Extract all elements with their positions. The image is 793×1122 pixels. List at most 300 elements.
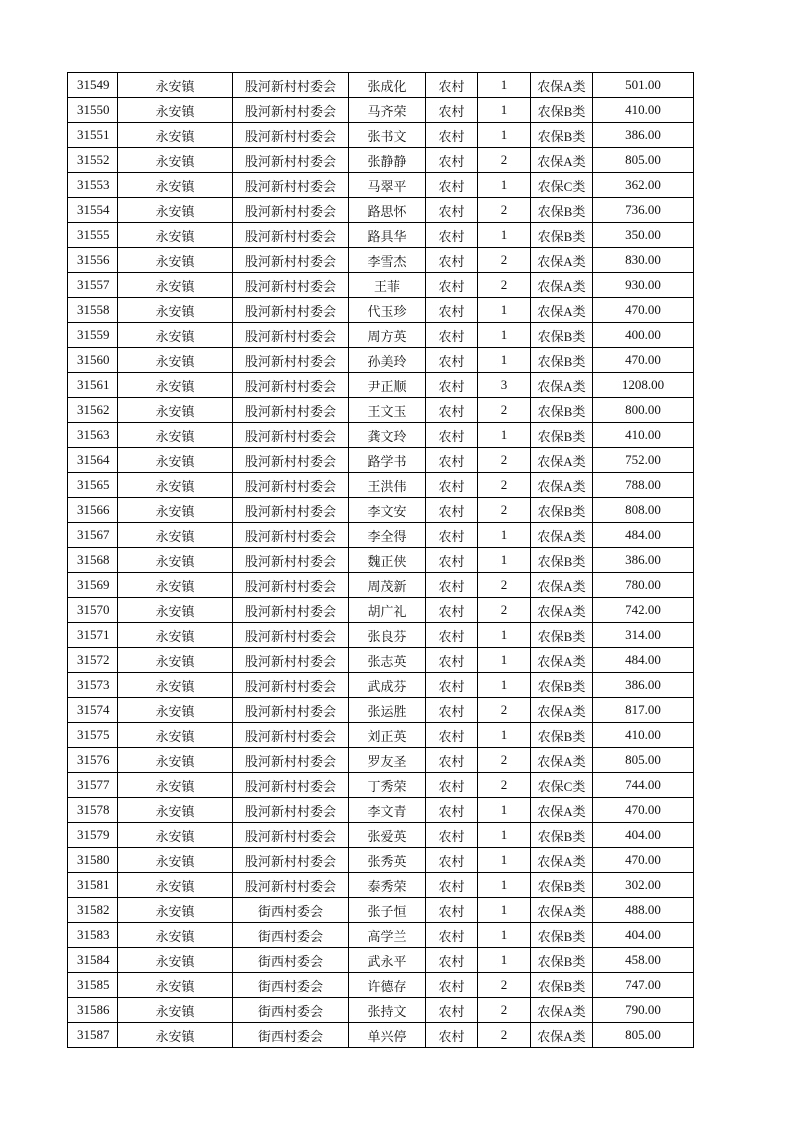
town-cell: 永安镇 xyxy=(118,723,233,748)
town-cell: 永安镇 xyxy=(118,548,233,573)
record-id-cell: 31579 xyxy=(68,823,118,848)
village-cell: 街西村委会 xyxy=(233,923,349,948)
table-row xyxy=(68,473,694,498)
village-cell: 股河新村村委会 xyxy=(233,773,349,798)
town-cell: 永安镇 xyxy=(118,923,233,948)
name-cell: 张子恒 xyxy=(349,898,426,923)
town-cell: 永安镇 xyxy=(118,998,233,1023)
record-id-cell: 31555 xyxy=(68,223,118,248)
household-size-cell: 1 xyxy=(478,423,531,448)
insurance-category-cell: 农保C类 xyxy=(531,773,593,798)
village-cell: 股河新村村委会 xyxy=(233,523,349,548)
table-row xyxy=(68,523,694,548)
household-type-cell: 农村 xyxy=(426,273,478,298)
record-id-cell: 31551 xyxy=(68,123,118,148)
name-cell: 路具华 xyxy=(349,223,426,248)
household-type-cell: 农村 xyxy=(426,1023,478,1048)
household-size-cell: 1 xyxy=(478,848,531,873)
table-row xyxy=(68,1023,694,1048)
record-id-cell: 31560 xyxy=(68,348,118,373)
amount-cell: 790.00 xyxy=(593,998,694,1023)
town-cell: 永安镇 xyxy=(118,423,233,448)
amount-cell: 484.00 xyxy=(593,648,694,673)
household-type-cell: 农村 xyxy=(426,698,478,723)
town-cell: 永安镇 xyxy=(118,973,233,998)
table-row xyxy=(68,948,694,973)
insurance-category-cell: 农保B类 xyxy=(531,623,593,648)
household-size-cell: 1 xyxy=(478,223,531,248)
town-cell: 永安镇 xyxy=(118,323,233,348)
insurance-category-cell: 农保A类 xyxy=(531,448,593,473)
household-type-cell: 农村 xyxy=(426,848,478,873)
table-row xyxy=(68,248,694,273)
table-row xyxy=(68,598,694,623)
household-size-cell: 2 xyxy=(478,198,531,223)
amount-cell: 808.00 xyxy=(593,498,694,523)
village-cell: 股河新村村委会 xyxy=(233,398,349,423)
household-size-cell: 2 xyxy=(478,973,531,998)
name-cell: 周茂新 xyxy=(349,573,426,598)
table-row xyxy=(68,573,694,598)
town-cell: 永安镇 xyxy=(118,198,233,223)
table-row xyxy=(68,498,694,523)
table-row xyxy=(68,148,694,173)
insurance-category-cell: 农保A类 xyxy=(531,998,593,1023)
amount-cell: 805.00 xyxy=(593,748,694,773)
record-id-cell: 31583 xyxy=(68,923,118,948)
record-id-cell: 31580 xyxy=(68,848,118,873)
record-id-cell: 31568 xyxy=(68,548,118,573)
name-cell: 龚文玲 xyxy=(349,423,426,448)
name-cell: 魏正侠 xyxy=(349,548,426,573)
village-cell: 股河新村村委会 xyxy=(233,73,349,98)
name-cell: 单兴停 xyxy=(349,1023,426,1048)
table-row xyxy=(68,823,694,848)
record-id-cell: 31550 xyxy=(68,98,118,123)
record-id-cell: 31571 xyxy=(68,623,118,648)
household-type-cell: 农村 xyxy=(426,948,478,973)
insurance-category-cell: 农保B类 xyxy=(531,673,593,698)
household-type-cell: 农村 xyxy=(426,123,478,148)
table-row xyxy=(68,698,694,723)
household-size-cell: 2 xyxy=(478,998,531,1023)
village-cell: 股河新村村委会 xyxy=(233,223,349,248)
household-size-cell: 2 xyxy=(478,1023,531,1048)
household-type-cell: 农村 xyxy=(426,423,478,448)
record-id-cell: 31584 xyxy=(68,948,118,973)
household-type-cell: 农村 xyxy=(426,923,478,948)
table-row xyxy=(68,748,694,773)
name-cell: 张秀英 xyxy=(349,848,426,873)
insurance-category-cell: 农保A类 xyxy=(531,373,593,398)
amount-cell: 350.00 xyxy=(593,223,694,248)
town-cell: 永安镇 xyxy=(118,848,233,873)
household-type-cell: 农村 xyxy=(426,148,478,173)
name-cell: 张成化 xyxy=(349,73,426,98)
name-cell: 许德存 xyxy=(349,973,426,998)
insurance-category-cell: 农保A类 xyxy=(531,1023,593,1048)
table-row xyxy=(68,648,694,673)
name-cell: 张持文 xyxy=(349,998,426,1023)
amount-cell: 410.00 xyxy=(593,423,694,448)
name-cell: 周方英 xyxy=(349,323,426,348)
table-row xyxy=(68,298,694,323)
village-cell: 街西村委会 xyxy=(233,973,349,998)
village-cell: 股河新村村委会 xyxy=(233,673,349,698)
amount-cell: 404.00 xyxy=(593,823,694,848)
town-cell: 永安镇 xyxy=(118,473,233,498)
household-type-cell: 农村 xyxy=(426,348,478,373)
household-size-cell: 2 xyxy=(478,598,531,623)
insurance-category-cell: 农保A类 xyxy=(531,598,593,623)
amount-cell: 930.00 xyxy=(593,273,694,298)
insurance-category-cell: 农保B类 xyxy=(531,973,593,998)
table-row xyxy=(68,373,694,398)
household-type-cell: 农村 xyxy=(426,248,478,273)
record-id-cell: 31566 xyxy=(68,498,118,523)
village-cell: 股河新村村委会 xyxy=(233,698,349,723)
household-type-cell: 农村 xyxy=(426,748,478,773)
town-cell: 永安镇 xyxy=(118,73,233,98)
village-cell: 股河新村村委会 xyxy=(233,98,349,123)
record-id-cell: 31552 xyxy=(68,148,118,173)
household-size-cell: 1 xyxy=(478,823,531,848)
village-cell: 股河新村村委会 xyxy=(233,648,349,673)
amount-cell: 400.00 xyxy=(593,323,694,348)
record-id-cell: 31557 xyxy=(68,273,118,298)
household-type-cell: 农村 xyxy=(426,623,478,648)
table-row xyxy=(68,973,694,998)
village-cell: 股河新村村委会 xyxy=(233,573,349,598)
record-id-cell: 31556 xyxy=(68,248,118,273)
household-size-cell: 1 xyxy=(478,923,531,948)
town-cell: 永安镇 xyxy=(118,948,233,973)
name-cell: 马翠平 xyxy=(349,173,426,198)
household-size-cell: 1 xyxy=(478,648,531,673)
household-type-cell: 农村 xyxy=(426,448,478,473)
amount-cell: 752.00 xyxy=(593,448,694,473)
town-cell: 永安镇 xyxy=(118,698,233,723)
insurance-category-cell: 农保B类 xyxy=(531,423,593,448)
amount-cell: 1208.00 xyxy=(593,373,694,398)
town-cell: 永安镇 xyxy=(118,598,233,623)
household-type-cell: 农村 xyxy=(426,548,478,573)
table-row xyxy=(68,998,694,1023)
record-id-cell: 31573 xyxy=(68,673,118,698)
insurance-category-cell: 农保B类 xyxy=(531,548,593,573)
amount-cell: 805.00 xyxy=(593,1023,694,1048)
town-cell: 永安镇 xyxy=(118,673,233,698)
record-id-cell: 31574 xyxy=(68,698,118,723)
household-size-cell: 2 xyxy=(478,748,531,773)
name-cell: 张运胜 xyxy=(349,698,426,723)
household-type-cell: 农村 xyxy=(426,798,478,823)
household-size-cell: 1 xyxy=(478,523,531,548)
village-cell: 街西村委会 xyxy=(233,948,349,973)
town-cell: 永安镇 xyxy=(118,123,233,148)
village-cell: 股河新村村委会 xyxy=(233,623,349,648)
village-cell: 股河新村村委会 xyxy=(233,448,349,473)
household-size-cell: 1 xyxy=(478,173,531,198)
record-id-cell: 31549 xyxy=(68,73,118,98)
household-size-cell: 1 xyxy=(478,73,531,98)
record-id-cell: 31554 xyxy=(68,198,118,223)
record-id-cell: 31558 xyxy=(68,298,118,323)
amount-cell: 488.00 xyxy=(593,898,694,923)
amount-cell: 470.00 xyxy=(593,798,694,823)
name-cell: 李全得 xyxy=(349,523,426,548)
household-size-cell: 2 xyxy=(478,498,531,523)
household-size-cell: 2 xyxy=(478,148,531,173)
amount-cell: 470.00 xyxy=(593,298,694,323)
insurance-category-cell: 农保A类 xyxy=(531,248,593,273)
table-row xyxy=(68,173,694,198)
town-cell: 永安镇 xyxy=(118,873,233,898)
household-size-cell: 3 xyxy=(478,373,531,398)
village-cell: 股河新村村委会 xyxy=(233,798,349,823)
town-cell: 永安镇 xyxy=(118,798,233,823)
village-cell: 股河新村村委会 xyxy=(233,298,349,323)
amount-cell: 386.00 xyxy=(593,673,694,698)
insurance-category-cell: 农保B类 xyxy=(531,323,593,348)
insurance-category-cell: 农保A类 xyxy=(531,898,593,923)
village-cell: 股河新村村委会 xyxy=(233,148,349,173)
record-id-cell: 31559 xyxy=(68,323,118,348)
town-cell: 永安镇 xyxy=(118,148,233,173)
name-cell: 刘正英 xyxy=(349,723,426,748)
household-type-cell: 农村 xyxy=(426,98,478,123)
record-id-cell: 31586 xyxy=(68,998,118,1023)
table-row xyxy=(68,98,694,123)
name-cell: 王洪伟 xyxy=(349,473,426,498)
household-size-cell: 1 xyxy=(478,673,531,698)
amount-cell: 302.00 xyxy=(593,873,694,898)
household-type-cell: 农村 xyxy=(426,73,478,98)
household-type-cell: 农村 xyxy=(426,298,478,323)
name-cell: 张书文 xyxy=(349,123,426,148)
amount-cell: 800.00 xyxy=(593,398,694,423)
insurance-category-cell: 农保A类 xyxy=(531,698,593,723)
village-cell: 股河新村村委会 xyxy=(233,848,349,873)
village-cell: 股河新村村委会 xyxy=(233,273,349,298)
village-cell: 股河新村村委会 xyxy=(233,873,349,898)
record-id-cell: 31575 xyxy=(68,723,118,748)
household-type-cell: 农村 xyxy=(426,323,478,348)
village-cell: 股河新村村委会 xyxy=(233,373,349,398)
name-cell: 武永平 xyxy=(349,948,426,973)
village-cell: 街西村委会 xyxy=(233,1023,349,1048)
insurance-category-cell: 农保A类 xyxy=(531,148,593,173)
amount-cell: 470.00 xyxy=(593,848,694,873)
household-type-cell: 农村 xyxy=(426,598,478,623)
town-cell: 永安镇 xyxy=(118,448,233,473)
village-cell: 股河新村村委会 xyxy=(233,173,349,198)
amount-cell: 744.00 xyxy=(593,773,694,798)
household-size-cell: 1 xyxy=(478,898,531,923)
record-id-cell: 31572 xyxy=(68,648,118,673)
insurance-category-cell: 农保B类 xyxy=(531,398,593,423)
insurance-category-cell: 农保B类 xyxy=(531,98,593,123)
household-size-cell: 1 xyxy=(478,623,531,648)
household-type-cell: 农村 xyxy=(426,673,478,698)
household-size-cell: 1 xyxy=(478,723,531,748)
village-cell: 股河新村村委会 xyxy=(233,198,349,223)
insurance-category-cell: 农保A类 xyxy=(531,73,593,98)
household-size-cell: 1 xyxy=(478,298,531,323)
name-cell: 张爱英 xyxy=(349,823,426,848)
table-row xyxy=(68,673,694,698)
name-cell: 李文青 xyxy=(349,798,426,823)
household-type-cell: 农村 xyxy=(426,773,478,798)
village-cell: 股河新村村委会 xyxy=(233,473,349,498)
table-row xyxy=(68,198,694,223)
record-id-cell: 31561 xyxy=(68,373,118,398)
name-cell: 王菲 xyxy=(349,273,426,298)
name-cell: 代玉珍 xyxy=(349,298,426,323)
table-row xyxy=(68,348,694,373)
amount-cell: 805.00 xyxy=(593,148,694,173)
name-cell: 胡广礼 xyxy=(349,598,426,623)
table-row xyxy=(68,223,694,248)
insurance-category-cell: 农保A类 xyxy=(531,473,593,498)
amount-cell: 742.00 xyxy=(593,598,694,623)
village-cell: 股河新村村委会 xyxy=(233,823,349,848)
amount-cell: 470.00 xyxy=(593,348,694,373)
household-type-cell: 农村 xyxy=(426,398,478,423)
table-row xyxy=(68,73,694,98)
table-row xyxy=(68,273,694,298)
insurance-category-cell: 农保B类 xyxy=(531,723,593,748)
insurance-category-cell: 农保B类 xyxy=(531,498,593,523)
town-cell: 永安镇 xyxy=(118,98,233,123)
name-cell: 张志英 xyxy=(349,648,426,673)
village-cell: 股河新村村委会 xyxy=(233,123,349,148)
table-row xyxy=(68,723,694,748)
household-type-cell: 农村 xyxy=(426,173,478,198)
insurance-category-cell: 农保A类 xyxy=(531,298,593,323)
town-cell: 永安镇 xyxy=(118,398,233,423)
town-cell: 永安镇 xyxy=(118,623,233,648)
town-cell: 永安镇 xyxy=(118,523,233,548)
town-cell: 永安镇 xyxy=(118,898,233,923)
amount-cell: 362.00 xyxy=(593,173,694,198)
amount-cell: 404.00 xyxy=(593,923,694,948)
name-cell: 武成芬 xyxy=(349,673,426,698)
amount-cell: 501.00 xyxy=(593,73,694,98)
table-row xyxy=(68,398,694,423)
record-id-cell: 31585 xyxy=(68,973,118,998)
insurance-category-cell: 农保A类 xyxy=(531,798,593,823)
household-type-cell: 农村 xyxy=(426,873,478,898)
insurance-category-cell: 农保A类 xyxy=(531,523,593,548)
record-id-cell: 31564 xyxy=(68,448,118,473)
household-type-cell: 农村 xyxy=(426,198,478,223)
village-cell: 股河新村村委会 xyxy=(233,348,349,373)
household-type-cell: 农村 xyxy=(426,998,478,1023)
village-cell: 股河新村村委会 xyxy=(233,498,349,523)
household-type-cell: 农村 xyxy=(426,573,478,598)
household-size-cell: 1 xyxy=(478,798,531,823)
household-size-cell: 2 xyxy=(478,273,531,298)
table-row xyxy=(68,773,694,798)
insurance-category-cell: 农保A类 xyxy=(531,573,593,598)
town-cell: 永安镇 xyxy=(118,348,233,373)
village-cell: 股河新村村委会 xyxy=(233,723,349,748)
household-size-cell: 2 xyxy=(478,248,531,273)
name-cell: 李文安 xyxy=(349,498,426,523)
name-cell: 丁秀荣 xyxy=(349,773,426,798)
household-type-cell: 农村 xyxy=(426,898,478,923)
table-row xyxy=(68,323,694,348)
amount-cell: 410.00 xyxy=(593,723,694,748)
household-type-cell: 农村 xyxy=(426,473,478,498)
village-cell: 股河新村村委会 xyxy=(233,598,349,623)
table-row xyxy=(68,798,694,823)
amount-cell: 830.00 xyxy=(593,248,694,273)
name-cell: 罗友圣 xyxy=(349,748,426,773)
records-table-body xyxy=(68,73,694,1048)
insurance-category-cell: 农保A类 xyxy=(531,648,593,673)
record-id-cell: 31587 xyxy=(68,1023,118,1048)
name-cell: 尹正顺 xyxy=(349,373,426,398)
amount-cell: 817.00 xyxy=(593,698,694,723)
amount-cell: 780.00 xyxy=(593,573,694,598)
table-row xyxy=(68,123,694,148)
name-cell: 路思怀 xyxy=(349,198,426,223)
town-cell: 永安镇 xyxy=(118,248,233,273)
table-row xyxy=(68,848,694,873)
town-cell: 永安镇 xyxy=(118,573,233,598)
town-cell: 永安镇 xyxy=(118,223,233,248)
household-size-cell: 1 xyxy=(478,98,531,123)
household-size-cell: 1 xyxy=(478,323,531,348)
household-size-cell: 1 xyxy=(478,548,531,573)
town-cell: 永安镇 xyxy=(118,648,233,673)
record-id-cell: 31563 xyxy=(68,423,118,448)
table-row xyxy=(68,548,694,573)
village-cell: 股河新村村委会 xyxy=(233,748,349,773)
amount-cell: 736.00 xyxy=(593,198,694,223)
record-id-cell: 31553 xyxy=(68,173,118,198)
name-cell: 马齐荣 xyxy=(349,98,426,123)
record-id-cell: 31577 xyxy=(68,773,118,798)
town-cell: 永安镇 xyxy=(118,273,233,298)
village-cell: 街西村委会 xyxy=(233,898,349,923)
record-id-cell: 31570 xyxy=(68,598,118,623)
name-cell: 李雪杰 xyxy=(349,248,426,273)
amount-cell: 484.00 xyxy=(593,523,694,548)
amount-cell: 458.00 xyxy=(593,948,694,973)
insurance-category-cell: 农保A类 xyxy=(531,848,593,873)
village-cell: 股河新村村委会 xyxy=(233,248,349,273)
town-cell: 永安镇 xyxy=(118,298,233,323)
household-size-cell: 2 xyxy=(478,773,531,798)
insurance-category-cell: 农保B类 xyxy=(531,123,593,148)
town-cell: 永安镇 xyxy=(118,823,233,848)
town-cell: 永安镇 xyxy=(118,373,233,398)
record-id-cell: 31576 xyxy=(68,748,118,773)
amount-cell: 747.00 xyxy=(593,973,694,998)
household-type-cell: 农村 xyxy=(426,973,478,998)
household-type-cell: 农村 xyxy=(426,523,478,548)
insurance-category-cell: 农保B类 xyxy=(531,948,593,973)
table-row xyxy=(68,423,694,448)
name-cell: 王文玉 xyxy=(349,398,426,423)
amount-cell: 314.00 xyxy=(593,623,694,648)
household-type-cell: 农村 xyxy=(426,498,478,523)
record-id-cell: 31582 xyxy=(68,898,118,923)
household-type-cell: 农村 xyxy=(426,648,478,673)
